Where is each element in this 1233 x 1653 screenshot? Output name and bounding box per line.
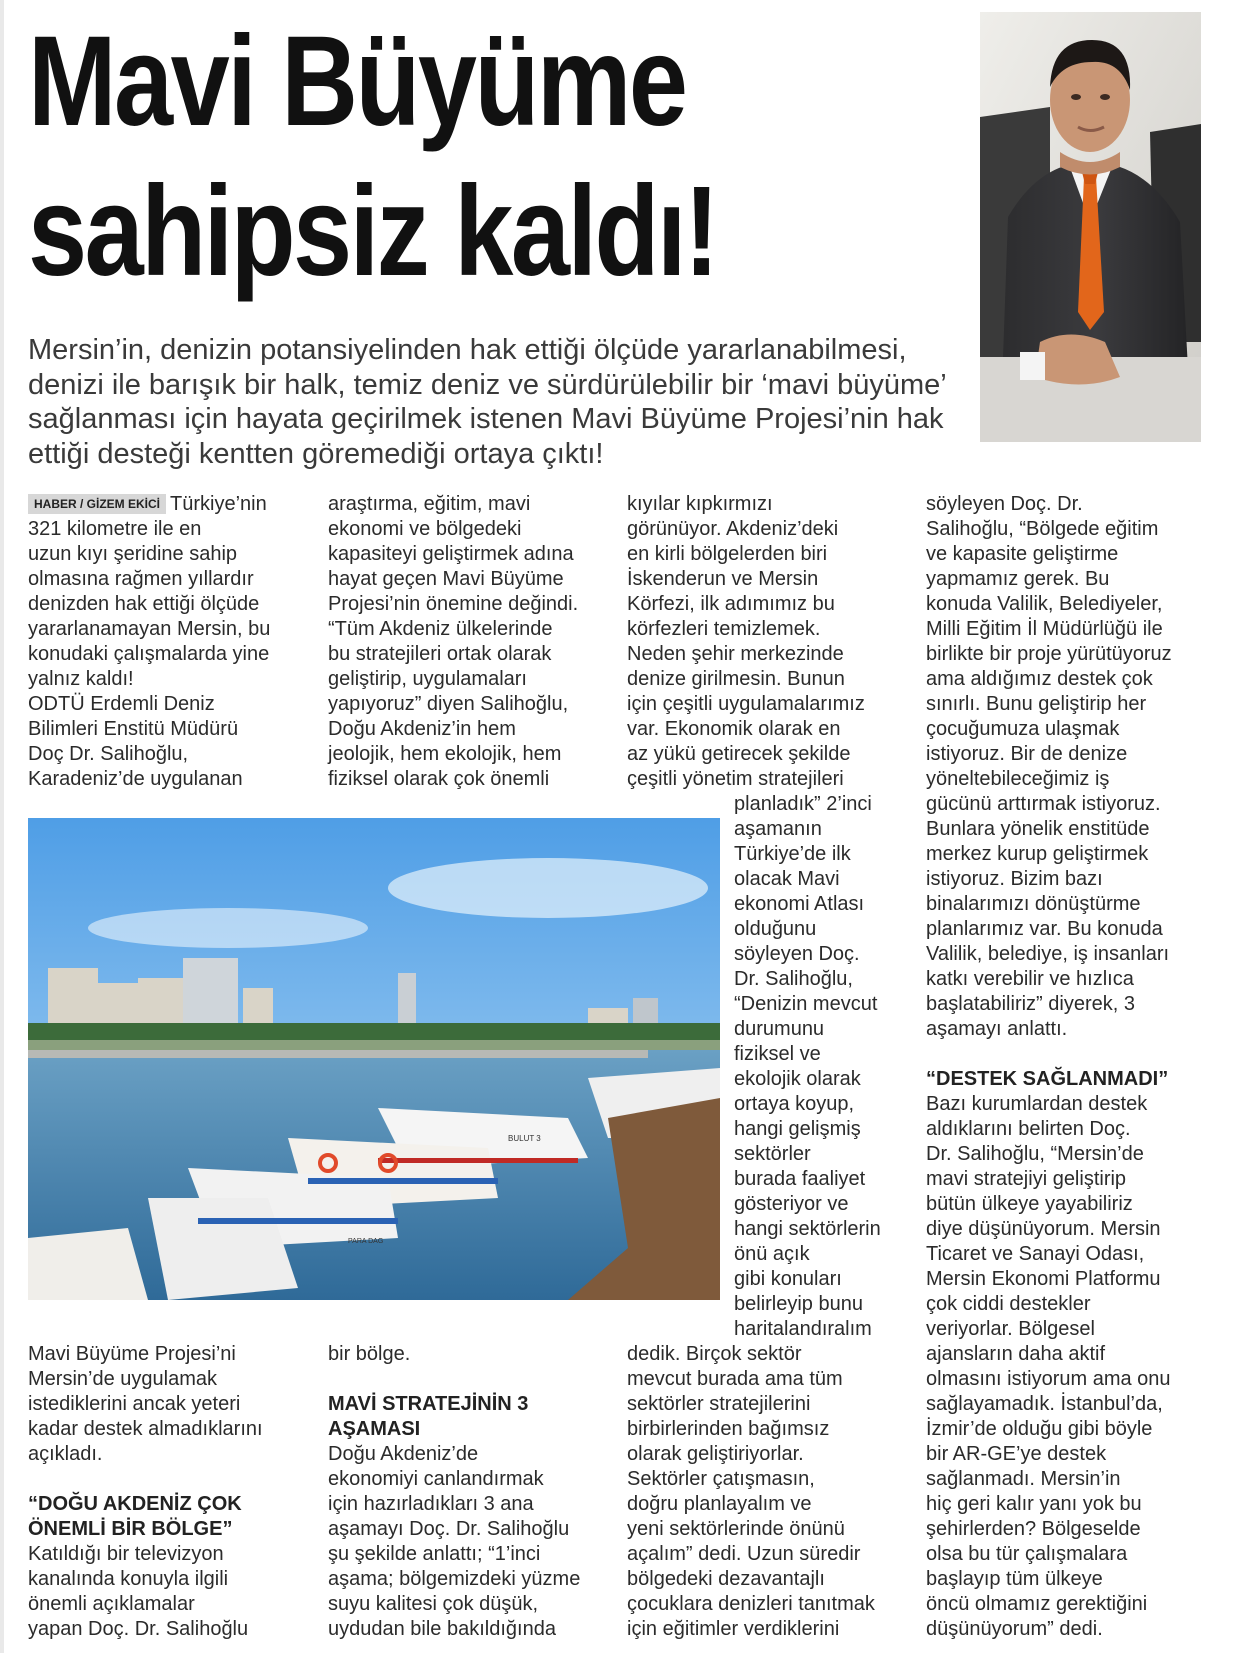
article-column-3-bottom — [627, 1342, 875, 1642]
text-line: ekonomi Atlası — [734, 893, 865, 915]
text-line: Dr. Salihoğlu, “Mersin’de — [926, 1143, 1144, 1165]
text-line: sektörler — [734, 1143, 811, 1165]
text-line: yöneltebileceğimiz iş — [926, 768, 1110, 790]
text-line: bu stratejileri ortak olarak — [328, 643, 552, 665]
text-line: haritalandıralım — [734, 1318, 872, 1340]
text-line: fiziksel ve — [734, 1043, 821, 1065]
text-line: birbirlerinden bağımsız — [627, 1418, 830, 1440]
text-line: söyleyen Doç. — [734, 943, 860, 965]
text-line: hiç geri kalır yanı yok bu — [926, 1493, 1142, 1515]
text-line: ortaya koyup, — [734, 1093, 855, 1115]
text-line: kanalında konuyla ilgili — [28, 1568, 229, 1590]
text-line: bölgedeki dezavantajlı — [627, 1568, 825, 1590]
text-line: ekonomiyi canlandırmak — [328, 1468, 544, 1490]
text-line: Bunlara yönelik enstitüde — [926, 818, 1150, 840]
text-line: jeolojik, hem ekolojik, hem — [328, 743, 562, 765]
article-column-4 — [926, 492, 1172, 1642]
text-line: sektörler stratejilerini — [627, 1393, 811, 1415]
text-line: çocuklara denizleri tanıtmak — [627, 1593, 875, 1615]
portrait-photo — [980, 12, 1201, 442]
headline-line-1: Mavi Büyüme — [28, 10, 686, 153]
text-line: “Tüm Akdeniz ülkelerinde — [328, 618, 553, 640]
text-line: ekonomi ve bölgedeki — [328, 518, 522, 540]
page-edge — [0, 0, 4, 1653]
text-line: Doç Dr. Salihoğlu, — [28, 743, 189, 765]
text-line: Katıldığı bir televizyon — [28, 1543, 224, 1565]
text-line: yapan Doç. Dr. Salihoğlu — [28, 1618, 249, 1640]
text-line: sınırlı. Bunu geliştirip her — [926, 693, 1147, 715]
text-line: körfezleri temizlemek. — [627, 618, 821, 640]
text-line: düşünüyorum” dedi. — [926, 1618, 1103, 1640]
text-line: açıkladı. — [28, 1443, 103, 1465]
text-line: en kirli bölgelerden biri — [627, 543, 828, 565]
text-line: uydudan bile bakıldığında — [328, 1618, 556, 1640]
text-line: dedik. Birçok sektör — [627, 1343, 802, 1365]
text-line: bütün ülkeye yayabiliriz — [926, 1193, 1133, 1215]
text-line: diye düşünüyorum. Mersin — [926, 1218, 1161, 1240]
text-line: birlikte bir proje yürütüyoruz — [926, 643, 1172, 665]
text-line: yeni sektörlerinde önünü — [627, 1518, 845, 1540]
text-line: planladık” 2’inci — [734, 793, 872, 815]
text-line: Türkiye’de ilk — [734, 843, 851, 865]
text-line: Mersin Ekonomi Platformu — [926, 1268, 1161, 1290]
text-line: olsa bu tür çalışmalara — [926, 1543, 1128, 1565]
text-line: veriyorlar. Bölgesel — [926, 1318, 1095, 1340]
text-line: istiyoruz. Bir de denize — [926, 743, 1128, 765]
text-line: var. Ekonomik olarak en — [627, 718, 841, 740]
text-line: çeşitli yönetim stratejileri — [627, 768, 844, 790]
text-line: bir bölge. — [328, 1343, 411, 1365]
text-line: Bilimleri Enstitü Müdürü — [28, 718, 239, 740]
text-line: başlayıp tüm ülkeye — [926, 1568, 1103, 1590]
text-line: bir AR-GE’ye destek — [926, 1443, 1107, 1465]
article-column-2-top — [328, 492, 578, 792]
text-line: aşamayı anlattı. — [926, 1018, 1068, 1040]
text-line: Doğu Akdeniz’de — [328, 1443, 479, 1465]
subheading-dogu-akdeniz: “DOĞU AKDENİZ ÇOK — [28, 1493, 242, 1515]
text-line: aşamanın — [734, 818, 822, 840]
text-line: merkez kurup geliştirmek — [926, 843, 1149, 865]
boat-label: PARA DAG — [348, 1238, 384, 1245]
text-line: olmasını istiyorum ama onu — [926, 1368, 1171, 1390]
text-line: Bazı kurumlardan destek — [926, 1093, 1148, 1115]
text-line: öncü olmamız gerektiğini — [926, 1593, 1148, 1615]
text-line: konudaki çalışmalarda yine — [28, 643, 270, 665]
text-line: az yükü getirecek şekilde — [627, 743, 851, 765]
text-line: belirleyip bunu — [734, 1293, 863, 1315]
article-column-3-top — [627, 492, 865, 792]
text-line: ekolojik olarak — [734, 1068, 861, 1090]
subheading-mavi-strateji: AŞAMASI — [328, 1418, 421, 1440]
text-line: burada faaliyet — [734, 1168, 866, 1190]
text-line: için hazırladıkları 3 ana — [328, 1493, 534, 1515]
text-line: yararlanamayan Mersin, bu — [28, 618, 271, 640]
text-line: yalnız kaldı! — [28, 668, 134, 690]
text-line: katkı verebilir ve hızlıca — [926, 968, 1134, 990]
portrait-illustration — [980, 12, 1201, 442]
text-line: çocuğumuza ulaşmak — [926, 718, 1120, 740]
text-line: doğru planlayalım ve — [627, 1493, 812, 1515]
text-line: istiyoruz. Bizim bazı — [926, 868, 1103, 890]
text-line: durumunu — [734, 1018, 825, 1040]
harbor-photo — [28, 818, 720, 1300]
text-line: söyleyen Doç. Dr. — [926, 493, 1083, 515]
text-line: 321 kilometre ile en — [28, 518, 202, 540]
text-line: sağlanmadı. Mersin’in — [926, 1468, 1121, 1490]
subheading-mavi-strateji: MAVİ STRATEJİNİN 3 — [328, 1393, 529, 1415]
text-line: Projesi’nin önemine değindi. — [328, 593, 579, 615]
text-line: Milli Eğitim İl Müdürlüğü ile — [926, 618, 1163, 640]
text-line: olacak Mavi — [734, 868, 840, 890]
text-line: için çeşitli uygulamalarımız — [627, 693, 865, 715]
text-line: çok ciddi destekler — [926, 1293, 1091, 1315]
text-line: başlatabiliriz” diyerek, 3 — [926, 993, 1135, 1015]
text-line: ama aldığımız destek çok — [926, 668, 1153, 690]
text-line: yapmamız gerek. Bu — [926, 568, 1110, 590]
text-line: Neden şehir merkezinde — [627, 643, 844, 665]
text-line: ODTÜ Erdemli Deniz — [28, 693, 215, 715]
article-column-3-narrow — [734, 792, 881, 1342]
text-line: fiziksel olarak çok önemli — [328, 768, 550, 790]
text-line: şehirlerden? Bölgeselde — [926, 1518, 1141, 1540]
text-line: Salihoğlu, “Bölgede eğitim — [926, 518, 1159, 540]
text-line: sağlayamadık. İstanbul’da, — [926, 1393, 1163, 1415]
text-line: Doğu Akdeniz’in hem — [328, 718, 516, 740]
text-line: geliştirip, uygulamaları — [328, 668, 527, 690]
text-line: Türkiye’nin — [170, 493, 267, 515]
text-line: aşama; bölgemizdeki yüzme — [328, 1568, 581, 1590]
text-line: Karadeniz’de uygulanan — [28, 768, 243, 790]
text-line: açalım” dedi. Uzun süredir — [627, 1543, 861, 1565]
text-line: istediklerini ancak yeteri — [28, 1393, 241, 1415]
text-line: önemli açıklamalar — [28, 1593, 195, 1615]
text-line: aşamayı Doç. Dr. Salihoğlu — [328, 1518, 570, 1540]
text-line: mevcut burada ama tüm — [627, 1368, 843, 1390]
article-column-2-bottom — [328, 1342, 580, 1642]
text-line: olduğunu — [734, 918, 817, 940]
subheading-dogu-akdeniz: ÖNEMLİ BİR BÖLGE” — [28, 1518, 233, 1540]
text-line: olarak geliştiriyorlar. — [627, 1443, 804, 1465]
lead-paragraph: Mersin’in, denizin potansiyelinden hak ettiği ölçüde yararlanabilmesi, denizi ile barışık bir halk, temiz deniz ve sürdürülebilir bir ‘mavi büyüme’ sağlanması için hayata geçirilmek istenen Mavi Büyüme Projesi’nin hak ettiği desteği kentten göremediği ortaya çıktı! — [28, 334, 946, 470]
text-line: önü açık — [734, 1243, 810, 1265]
text-line: olmasına rağmen yıllardır — [28, 568, 254, 590]
text-line: İskenderun ve Mersin — [627, 568, 819, 590]
subheading-destek: “DESTEK SAĞLANMADI” — [926, 1068, 1169, 1090]
text-line: kadar destek almadıklarını — [28, 1418, 263, 1440]
article-column-1-bottom — [28, 1342, 263, 1642]
text-line: “Denizin mevcut — [734, 993, 878, 1015]
boat-label: BULUT 3 — [508, 1134, 541, 1143]
text-line: mavi stratejiyi geliştirip — [926, 1168, 1127, 1190]
text-line: araştırma, eğitim, mavi — [328, 493, 531, 515]
text-line: uzun kıyı şeridine sahip — [28, 543, 238, 565]
text-line: ve kapasite geliştirme — [926, 543, 1119, 565]
headline-line-2: sahipsiz kaldı! — [28, 160, 717, 303]
text-line: gösteriyor ve — [734, 1193, 849, 1215]
article-column-1-top — [28, 492, 270, 792]
text-line: suyu kalitesi çok düşük, — [328, 1593, 539, 1615]
text-line: denize girilmesin. Bunun — [627, 668, 845, 690]
text-line: Ticaret ve Sanayi Odası, — [926, 1243, 1145, 1265]
text-line: İzmir’de olduğu gibi böyle — [926, 1418, 1153, 1440]
text-line: şu şekilde anlattı; “1’inci — [328, 1543, 541, 1565]
text-line: gücünü arttırmak istiyoruz. — [926, 793, 1161, 815]
text-line: kapasiteyi geliştirmek adına — [328, 543, 574, 565]
text-line: Dr. Salihoğlu, — [734, 968, 853, 990]
text-line: hayat geçen Mavi Büyüme — [328, 568, 564, 590]
text-line: Mersin’de uygulamak — [28, 1368, 217, 1390]
text-line: aldıklarını belirten Doç. — [926, 1118, 1131, 1140]
text-line: binalarımızı dönüştürme — [926, 893, 1141, 915]
text-line: hangi sektörlerin — [734, 1218, 881, 1240]
text-line: planlarımız var. Bu konuda — [926, 918, 1163, 940]
text-line: ajansların daha aktif — [926, 1343, 1106, 1365]
text-line: gibi konuları — [734, 1268, 842, 1290]
text-line: Mavi Büyüme Projesi’ni — [28, 1343, 236, 1365]
text-line: hangi gelişmiş — [734, 1118, 861, 1140]
text-line: görünüyor. Akdeniz’deki — [627, 518, 839, 540]
harbor-illustration — [28, 818, 720, 1300]
text-line: denizden hak ettiği ölçüde — [28, 593, 260, 615]
byline: HABER / GİZEM EKİCİ — [28, 494, 166, 514]
text-line: için eğitimler verdiklerini — [627, 1618, 840, 1640]
text-line: Körfezi, ilk adımımız bu — [627, 593, 835, 615]
text-line: Sektörler çatışmasın, — [627, 1468, 815, 1490]
text-line: Valilik, belediye, iş insanları — [926, 943, 1170, 965]
text-line: yapıyoruz” diyen Salihoğlu, — [328, 693, 569, 715]
text-line: kıyılar kıpkırmızı — [627, 493, 773, 515]
text-line: konuda Valilik, Belediyeler, — [926, 593, 1163, 615]
